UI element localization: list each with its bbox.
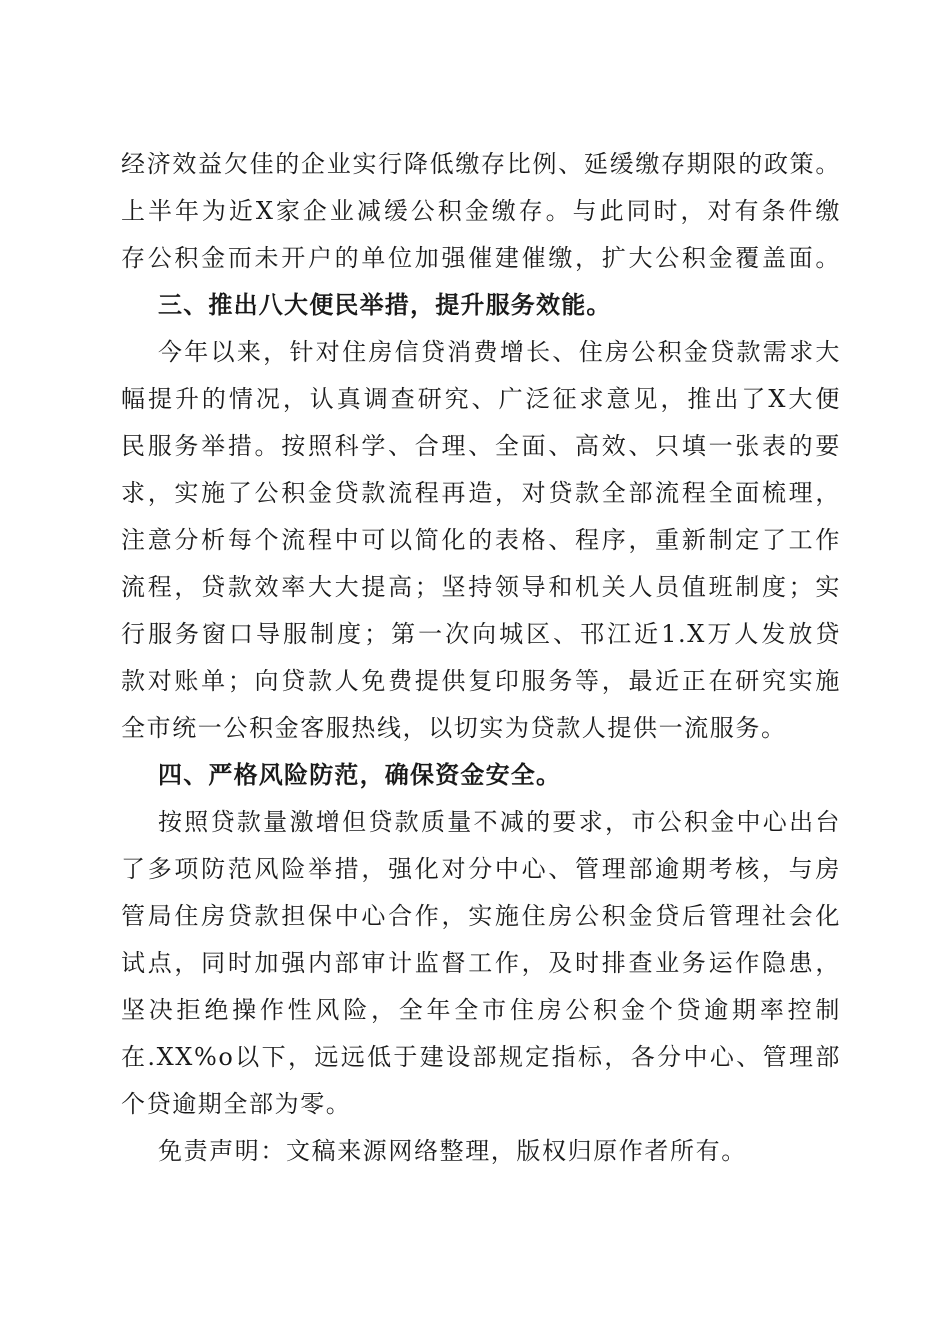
text-line: 存公积金而未开户的单位加强催建催缴，扩大公积金覆盖面。 [121, 244, 841, 272]
text-line: 求，实施了公积金贷款流程再造，对贷款全部流程全面梳理， [121, 479, 841, 507]
text-line: 今年以来，针对住房信贷消费增长、住房公积金贷款需求大 [158, 338, 841, 366]
disclaimer: 免责声明：文稿来源网络整理，版权归原作者所有。 [158, 1137, 747, 1165]
text-line: 民服务举措。按照科学、合理、全面、高效、只填一张表的要 [121, 432, 841, 460]
text-line: 经济效益欠佳的企业实行降低缴存比例、延缓缴存期限的政策。 [121, 150, 841, 178]
text-line: 全市统一公积金客服热线，以切实为贷款人提供一流服务。 [121, 714, 787, 742]
text-line: 流程，贷款效率大大提高；坚持领导和机关人员值班制度；实 [121, 573, 841, 601]
text-line: 坚决拒绝操作性风险，全年全市住房公积金个贷逾期率控制 [121, 996, 841, 1024]
text-line: 上半年为近X家企业减缓公积金缴存。与此同时，对有条件缴 [121, 197, 841, 225]
section-heading-3: 三、推出八大便民举措，提升服务效能。 [158, 291, 612, 319]
text-line: 在.XX%o以下，远远低于建设部规定指标，各分中心、管理部 [121, 1043, 841, 1071]
text-line: 款对账单；向贷款人免费提供复印服务等，最近正在研究实施 [121, 667, 841, 695]
text-line: 管局住房贷款担保中心合作，实施住房公积金贷后管理社会化 [121, 902, 841, 930]
text-line: 了多项防范风险举措，强化对分中心、管理部逾期考核，与房 [121, 855, 841, 883]
text-line: 行服务窗口导服制度；第一次向城区、邗江近1.X万人发放贷 [121, 620, 841, 648]
text-line: 试点，同时加强内部审计监督工作，及时排查业务运作隐患， [121, 949, 841, 977]
text-line: 个贷逾期全部为零。 [121, 1090, 352, 1118]
text-line: 幅提升的情况，认真调查研究、广泛征求意见，推出了X大便 [121, 385, 841, 413]
text-line: 按照贷款量激增但贷款质量不减的要求，市公积金中心出台 [158, 808, 841, 836]
section-heading-4: 四、严格风险防范，确保资金安全。 [158, 761, 562, 789]
text-line: 注意分析每个流程中可以简化的表格、程序，重新制定了工作 [121, 526, 841, 554]
